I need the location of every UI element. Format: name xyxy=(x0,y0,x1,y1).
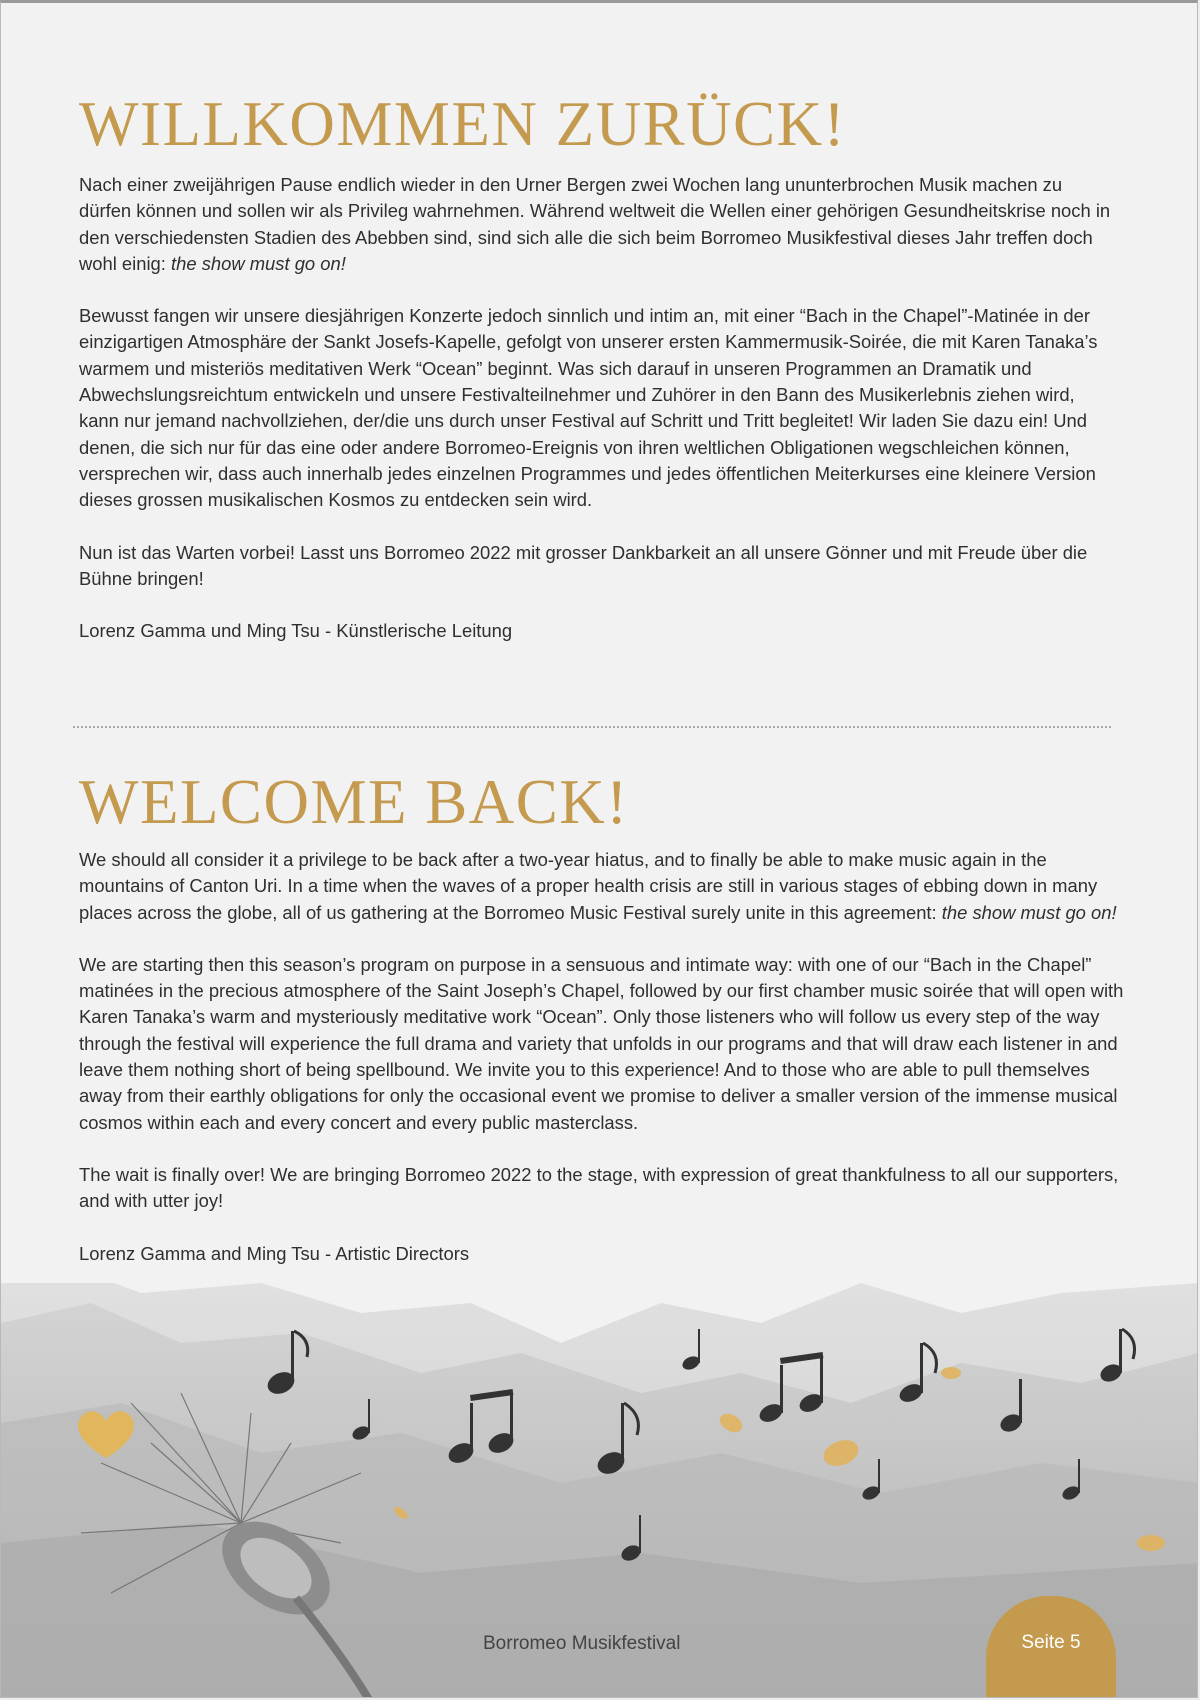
english-section xyxy=(79,767,1129,1293)
english-signature: Lorenz Gamma and Ming Tsu - Artistic Directors xyxy=(79,1242,470,1264)
english-paragraph-1: We should all consider it a privilege to be back after a two-year hiatus, and to finally be able to make music again in the mountains of Canton Uri. In a time when the waves of a proper health crisis are still in various stages of ebbing down in many places across the globe, all of us gathering at the Borromeo Music Festival surely unite in this agreement: the show must go on! xyxy=(79,849,1117,923)
german-paragraph-2: Bewusst fangen wir unsere diesjährigen Konzerte jedoch sinnlich und intim an, mit einer “Bach in the Chapel”-Matinée in der einzigartigen Atmosphäre der Sankt Josefs-Kapelle, gefolgt von unserer ersten Kammermusik-Soirée, die mit Karen Tanaka’s warmem und misteriös meditativen Werk “Ocean” beginnt. Was sich darauf in unseren Programmen an Dramatik und Abwechslungsreichtum entwickeln und unsere Festivalteilnehmer und Zuhörer in den Bann des Musikerlebnis ziehen wird, kann nur jemand nachvollziehen, der/die uns durch unser Festival auf Schritt und Tritt begleitet! Wir laden Sie dazu ein! Und denen, die sich nur für das eine oder andere Borromeo-Ereignis von ihren weltlichen Obligationen wegschleichen können, versprechen wir, dass auch innerhalb jedes einzelnen Programmes und jedes öffentlichen Meiterkurses eine kleinere Version dieses grossen musikalischen Kosmos zu entdecken sein wird. xyxy=(79,305,1098,511)
german-paragraph-1: Nach einer zweijährigen Pause endlich wieder in den Urner Bergen zwei Wochen lang ununterbrochen Musik machen zu dürfen können und sollen wir als Privileg wahrnehmen. Während weltweit die Wellen einer gehörigen Gesundheitskrise noch in den verschiedensten Stadien des Abebben sind, sind sich alle die sich beim Borromeo Musikfestival dieses Jahr treffen doch wohl einig: the show must go on! xyxy=(79,174,1111,274)
english-heading: WELCOME BACK! xyxy=(79,767,629,837)
english-emphasis: the show must go on! xyxy=(941,901,1117,923)
german-section xyxy=(79,89,1119,644)
page-number-label: Seite 5 xyxy=(1021,1632,1081,1653)
heart-icon xyxy=(71,1403,141,1463)
footer-festival-name: Borromeo Musikfestival xyxy=(483,1633,681,1654)
music-notes-icon xyxy=(251,1303,1198,1583)
german-emphasis: the show must go on! xyxy=(171,252,346,274)
german-signature: Lorenz Gamma und Ming Tsu - Künstlerische Leitung xyxy=(79,620,513,642)
english-paragraph-3: The wait is finally over! We are bringing Borromeo 2022 to the stage, with expression of great thankfulness to all our supporters, and with utter joy! xyxy=(79,1163,1119,1212)
german-paragraph-3: Nun ist das Warten vorbei! Lasst uns Borromeo 2022 mit grosser Dankbarkeit an all unsere Gönner und mit Freude über die Bühne bringen! xyxy=(79,541,1088,589)
english-paragraph-2: We are starting then this season’s program on purpose in a sensuous and intimate way: with one of our “Bach in the Chapel” matinées in the precious atmosphere of the Saint Joseph’s Chapel, followed by our first chamber music soirée that will open with Karen Tanaka’s warm and mysteriously meditative work “Ocean”. Only those listeners who will follow us every step of the way through the festival will experience the full drama and variety that unfolds in our programs and that will draw each listener in and leave them nothing short of being spellbound. We invite you to this experience! And to those who are able to pull themselves away from their earthly obligations for only the occasional event we promise to deliver a smaller version of the immense musical cosmos within each and every concert and every public masterclass. xyxy=(79,953,1124,1133)
german-heading: WILLKOMMEN ZURÜCK! xyxy=(79,89,847,159)
section-divider xyxy=(73,726,1111,728)
